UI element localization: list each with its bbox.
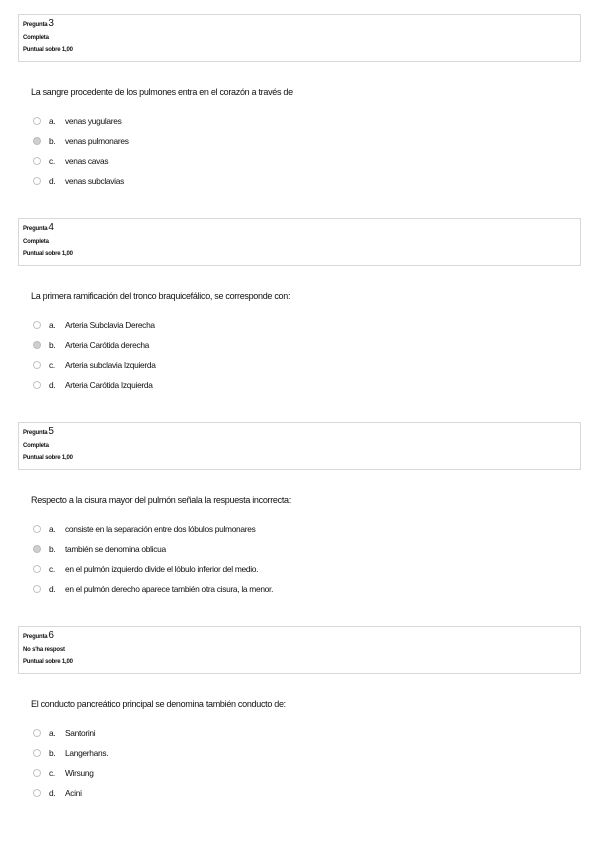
answer-option[interactable]	[33, 519, 581, 539]
answer-option[interactable]	[33, 723, 581, 743]
question-status: Completa	[23, 35, 49, 41]
answer-option[interactable]	[33, 375, 581, 395]
answer-option[interactable]	[33, 151, 581, 171]
radio-selected-icon[interactable]	[33, 341, 41, 349]
question-number-value: 3	[48, 18, 54, 29]
radio-icon[interactable]	[33, 177, 41, 185]
answer-text: también se denomina oblicua	[65, 544, 166, 554]
question-block	[18, 14, 581, 191]
question-status: Completa	[23, 443, 49, 449]
question-label: Pregunta	[23, 226, 48, 232]
answer-text: Arteria Carótida Izquierda	[65, 380, 153, 390]
answer-text: en el pulmón izquierdo divide el lóbulo inferior del medio.	[65, 564, 259, 574]
radio-selected-icon[interactable]	[33, 545, 41, 553]
radio-icon[interactable]	[33, 525, 41, 533]
answer-letter: a.	[49, 116, 56, 126]
answer-letter: c.	[49, 564, 55, 574]
answer-text: venas cavas	[65, 156, 109, 166]
answer-letter: a.	[49, 524, 56, 534]
radio-selected-icon[interactable]	[33, 137, 41, 145]
question-info	[18, 218, 581, 266]
question-score: Puntual sobre 1,00	[23, 47, 73, 53]
question-score: Puntual sobre 1,00	[23, 659, 73, 665]
radio-icon[interactable]	[33, 769, 41, 777]
answer-option[interactable]	[33, 131, 581, 151]
question-status: Completa	[23, 239, 49, 245]
question-status: No s'ha respost	[23, 647, 65, 653]
answer-letter: d.	[49, 176, 56, 186]
answer-option[interactable]	[33, 539, 581, 559]
question-label: Pregunta	[23, 22, 48, 28]
question-number	[23, 425, 576, 440]
answer-text: Langerhans.	[65, 748, 109, 758]
radio-icon[interactable]	[33, 381, 41, 389]
answer-text: Arteria Subclavia Derecha	[65, 320, 155, 330]
answer-text: Acini	[65, 788, 82, 798]
answer-option[interactable]	[33, 743, 581, 763]
answer-option[interactable]	[33, 763, 581, 783]
question-block	[18, 626, 581, 803]
radio-icon[interactable]	[33, 321, 41, 329]
answer-list	[33, 315, 581, 395]
answer-text: Santorini	[65, 728, 96, 738]
answer-list	[33, 519, 581, 599]
answer-letter: c.	[49, 156, 55, 166]
radio-icon[interactable]	[33, 157, 41, 165]
radio-icon[interactable]	[33, 565, 41, 573]
question-info	[18, 626, 581, 674]
answer-letter: d.	[49, 788, 56, 798]
answer-letter: b.	[49, 748, 56, 758]
question-number	[23, 221, 576, 236]
question-text: La sangre procedente de los pulmones entra en el corazón a través de	[31, 87, 293, 97]
radio-icon[interactable]	[33, 789, 41, 797]
answer-option[interactable]	[33, 559, 581, 579]
answer-text: Arteria subclavia Izquierda	[65, 360, 156, 370]
answer-text: venas subclavias	[65, 176, 124, 186]
answer-letter: b.	[49, 340, 56, 350]
question-info	[18, 14, 581, 62]
question-text: La primera ramificación del tronco braquicefálico, se corresponde con:	[31, 291, 291, 301]
answer-letter: c.	[49, 768, 55, 778]
question-score: Puntual sobre 1,00	[23, 251, 73, 257]
answer-text: consiste en la separación entre dos lóbulos pulmonares	[65, 524, 256, 534]
question-score: Puntual sobre 1,00	[23, 455, 73, 461]
question-block	[18, 422, 581, 599]
answer-text: venas yugulares	[65, 116, 122, 126]
answer-option[interactable]	[33, 335, 581, 355]
question-label: Pregunta	[23, 430, 48, 436]
question-number	[23, 17, 576, 32]
answer-option[interactable]	[33, 171, 581, 191]
answer-text: venas pulmonares	[65, 136, 129, 146]
question-number-value: 5	[48, 426, 54, 437]
answer-option[interactable]	[33, 315, 581, 335]
question-info	[18, 422, 581, 470]
question-number	[23, 629, 576, 644]
radio-icon[interactable]	[33, 361, 41, 369]
answer-option[interactable]	[33, 783, 581, 803]
answer-letter: b.	[49, 544, 56, 554]
answer-letter: d.	[49, 584, 56, 594]
answer-letter: a.	[49, 320, 56, 330]
answer-option[interactable]	[33, 579, 581, 599]
answer-text: en el pulmón derecho aparece también otra cisura, la menor.	[65, 584, 274, 594]
radio-icon[interactable]	[33, 585, 41, 593]
question-number-value: 4	[48, 222, 54, 233]
radio-icon[interactable]	[33, 749, 41, 757]
question-text: Respecto a la cisura mayor del pulmón señala la respuesta incorrecta:	[31, 495, 291, 505]
radio-icon[interactable]	[33, 729, 41, 737]
answer-letter: c.	[49, 360, 55, 370]
answer-text: Wirsung	[65, 768, 94, 778]
answer-text: Arteria Carótida derecha	[65, 340, 150, 350]
answer-letter: a.	[49, 728, 56, 738]
answer-list	[33, 723, 581, 803]
question-block	[18, 218, 581, 395]
radio-icon[interactable]	[33, 117, 41, 125]
answer-option[interactable]	[33, 355, 581, 375]
answer-list	[33, 111, 581, 191]
answer-option[interactable]	[33, 111, 581, 131]
answer-letter: b.	[49, 136, 56, 146]
answer-letter: d.	[49, 380, 56, 390]
question-number-value: 6	[48, 630, 54, 641]
question-text: El conducto pancreático principal se denomina también conducto de:	[31, 699, 286, 709]
question-label: Pregunta	[23, 634, 48, 640]
